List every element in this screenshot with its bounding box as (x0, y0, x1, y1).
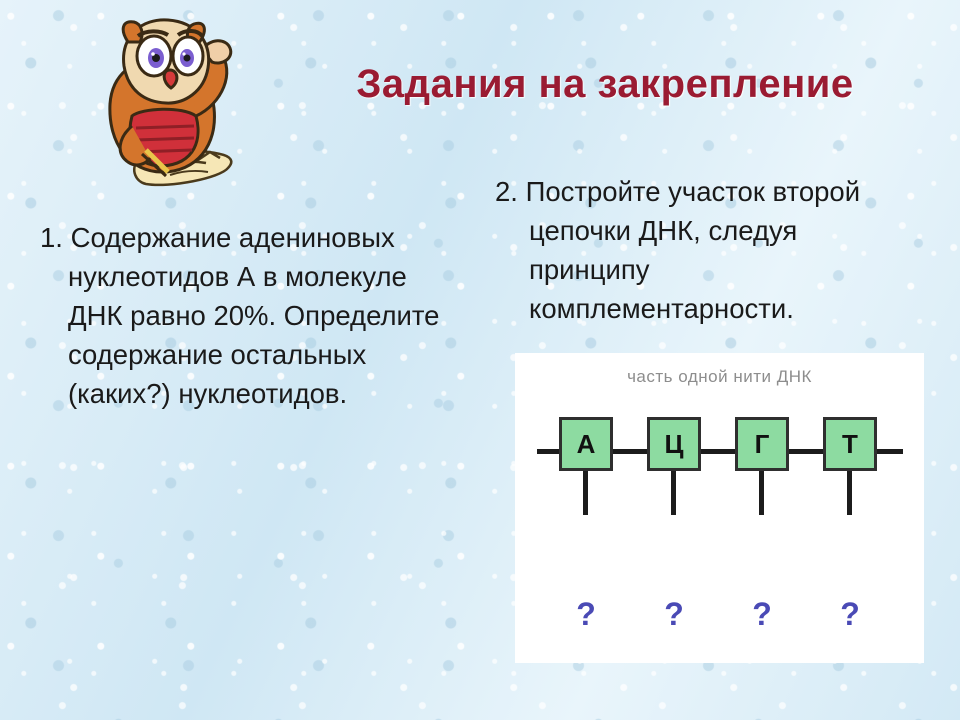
question-mark-1: ? (576, 596, 596, 632)
nucleotide-box-1: А (559, 417, 613, 471)
task-2-body (495, 172, 920, 328)
nucleotide-box-4: Т (823, 417, 877, 471)
task-1-body (40, 218, 440, 413)
question-mark-2: ? (664, 596, 684, 632)
nucleotide-box-2: Ц (647, 417, 701, 471)
hydrogen-bond-line-3 (759, 471, 764, 515)
task-2-text: Постройте участок второй цепочки ДНК, следуя принципу комплементарности. (525, 176, 861, 325)
dna-strand-figure (515, 353, 924, 663)
hydrogen-bond-line-4 (847, 471, 852, 515)
nucleotide-box-3: Г (735, 417, 789, 471)
task-2-number: 2. (495, 176, 518, 207)
task-2 (495, 172, 920, 328)
hydrogen-bond-line-1 (583, 471, 588, 515)
owl-writing-illustration (50, 8, 290, 208)
question-mark-4: ? (840, 596, 860, 632)
hydrogen-bond-line-2 (671, 471, 676, 515)
dna-figure-caption: часть одной нити ДНК (627, 367, 812, 386)
dna-chain (537, 417, 907, 487)
slide-title: Задания на закрепление (356, 62, 854, 106)
task-1-number: 1. (40, 222, 63, 253)
dna-answer-row (537, 596, 907, 636)
task-1 (40, 218, 440, 413)
task-1-text: Содержание адениновых нуклеотидов А в молекуле ДНК равно 20%. Определите содержание остальных (каких?) нуклеотидов. (68, 222, 440, 410)
question-mark-3: ? (752, 596, 772, 632)
